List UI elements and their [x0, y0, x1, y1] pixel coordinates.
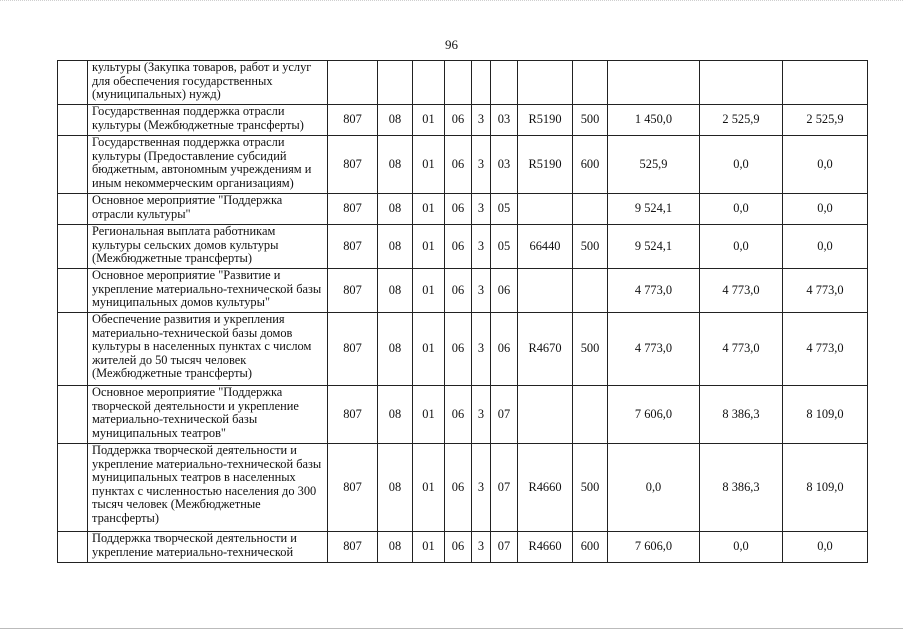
cell-direction: R5190	[518, 136, 573, 194]
cell-ministry: 807	[328, 194, 378, 225]
cell-name: Основное мероприятие "Развитие и укрепление материально-технической базы муниципальных домов культуры"	[88, 269, 328, 313]
cell-direction	[518, 194, 573, 225]
cell-direction	[518, 269, 573, 313]
cell-expense-type	[573, 269, 608, 313]
cell-direction: 66440	[518, 225, 573, 269]
cell-direction: R4660	[518, 444, 573, 532]
budget-table	[57, 60, 868, 563]
cell-ministry	[328, 61, 378, 105]
cell-sum-year2: 8 386,3	[700, 386, 783, 444]
cell-sum-year1: 525,9	[608, 136, 700, 194]
cell-index	[58, 313, 88, 386]
cell-sum-year2: 0,0	[700, 194, 783, 225]
cell-index	[58, 136, 88, 194]
cell-subprogram: 3	[472, 194, 491, 225]
cell-subsection	[413, 61, 445, 105]
cell-program: 06	[445, 136, 472, 194]
cell-name: Поддержка творческой деятельности и укрепление материально-технической базы муниципальных театров в населенных пунктах с численностью населения до 300 тысяч человек (Межбюджетные трансферты)	[88, 444, 328, 532]
cell-program: 06	[445, 313, 472, 386]
cell-expense-type	[573, 386, 608, 444]
cell-sum-year3: 0,0	[783, 532, 868, 563]
cell-ministry: 807	[328, 444, 378, 532]
cell-sum-year1: 4 773,0	[608, 313, 700, 386]
cell-activity: 07	[491, 532, 518, 563]
cell-expense-type: 500	[573, 444, 608, 532]
cell-subprogram: 3	[472, 444, 491, 532]
cell-subprogram: 3	[472, 386, 491, 444]
cell-sum-year1: 0,0	[608, 444, 700, 532]
cell-sum-year3	[783, 61, 868, 105]
cell-sum-year1: 7 606,0	[608, 532, 700, 563]
cell-subsection: 01	[413, 136, 445, 194]
cell-subprogram: 3	[472, 105, 491, 136]
cell-activity: 03	[491, 105, 518, 136]
cell-subprogram: 3	[472, 136, 491, 194]
cell-activity: 06	[491, 313, 518, 386]
cell-activity: 05	[491, 225, 518, 269]
cell-ministry: 807	[328, 105, 378, 136]
cell-subsection: 01	[413, 444, 445, 532]
cell-subprogram: 3	[472, 269, 491, 313]
cell-section: 08	[378, 386, 413, 444]
cell-subsection: 01	[413, 105, 445, 136]
cell-program: 06	[445, 105, 472, 136]
page-number: 96	[445, 37, 458, 52]
cell-name: Основное мероприятие "Поддержка творческой деятельности и укрепление материально-технической базы муниципальных театров"	[88, 386, 328, 444]
cell-section: 08	[378, 313, 413, 386]
cell-direction: R4670	[518, 313, 573, 386]
cell-ministry: 807	[328, 313, 378, 386]
cell-section: 08	[378, 225, 413, 269]
cell-subsection: 01	[413, 269, 445, 313]
cell-expense-type: 500	[573, 105, 608, 136]
cell-sum-year3: 8 109,0	[783, 386, 868, 444]
cell-section: 08	[378, 194, 413, 225]
scan-edge	[0, 0, 903, 1]
cell-ministry: 807	[328, 532, 378, 563]
cell-expense-type: 500	[573, 225, 608, 269]
cell-sum-year1: 9 524,1	[608, 225, 700, 269]
cell-sum-year2: 0,0	[700, 225, 783, 269]
cell-sum-year1: 1 450,0	[608, 105, 700, 136]
cell-section: 08	[378, 136, 413, 194]
table-row	[58, 313, 868, 386]
cell-index	[58, 444, 88, 532]
cell-subsection: 01	[413, 194, 445, 225]
cell-direction	[518, 386, 573, 444]
cell-expense-type: 600	[573, 532, 608, 563]
cell-subsection: 01	[413, 313, 445, 386]
cell-sum-year3: 2 525,9	[783, 105, 868, 136]
cell-name: культуры (Закупка товаров, работ и услуг для обеспечения государственных (муниципальных) нужд)	[88, 61, 328, 105]
cell-sum-year3: 0,0	[783, 225, 868, 269]
cell-name: Региональная выплата работникам культуры сельских домов культуры (Межбюджетные трансферты)	[88, 225, 328, 269]
cell-activity	[491, 61, 518, 105]
cell-subprogram: 3	[472, 532, 491, 563]
cell-index	[58, 61, 88, 105]
cell-sum-year1	[608, 61, 700, 105]
table-row	[58, 269, 868, 313]
cell-subprogram: 3	[472, 225, 491, 269]
cell-program: 06	[445, 269, 472, 313]
cell-activity: 07	[491, 386, 518, 444]
cell-activity: 03	[491, 136, 518, 194]
cell-section: 08	[378, 105, 413, 136]
cell-subprogram	[472, 61, 491, 105]
cell-sum-year2: 8 386,3	[700, 444, 783, 532]
cell-program: 06	[445, 194, 472, 225]
cell-program: 06	[445, 532, 472, 563]
cell-sum-year2: 0,0	[700, 532, 783, 563]
cell-sum-year3: 0,0	[783, 194, 868, 225]
cell-direction: R4660	[518, 532, 573, 563]
cell-activity: 07	[491, 444, 518, 532]
cell-activity: 05	[491, 194, 518, 225]
cell-sum-year3: 4 773,0	[783, 313, 868, 386]
cell-name: Государственная поддержка отрасли культуры (Предоставление субсидий бюджетным, автономным учреждениям и иным некоммерческим организациям)	[88, 136, 328, 194]
table-row	[58, 61, 868, 105]
table-body	[58, 61, 868, 563]
table-row	[58, 194, 868, 225]
cell-ministry: 807	[328, 225, 378, 269]
cell-direction	[518, 61, 573, 105]
bottom-rule	[0, 628, 903, 629]
table-row	[58, 386, 868, 444]
cell-section: 08	[378, 269, 413, 313]
table-row	[58, 225, 868, 269]
cell-index	[58, 269, 88, 313]
cell-index	[58, 225, 88, 269]
cell-subsection: 01	[413, 225, 445, 269]
cell-sum-year3: 4 773,0	[783, 269, 868, 313]
cell-sum-year1: 7 606,0	[608, 386, 700, 444]
cell-program: 06	[445, 386, 472, 444]
cell-index	[58, 105, 88, 136]
cell-sum-year2: 4 773,0	[700, 269, 783, 313]
cell-program	[445, 61, 472, 105]
cell-name: Поддержка творческой деятельности и укрепление материально-технической	[88, 532, 328, 563]
cell-name: Государственная поддержка отрасли культуры (Межбюджетные трансферты)	[88, 105, 328, 136]
cell-index	[58, 532, 88, 563]
cell-direction: R5190	[518, 105, 573, 136]
cell-sum-year1: 9 524,1	[608, 194, 700, 225]
cell-ministry: 807	[328, 269, 378, 313]
cell-index	[58, 386, 88, 444]
cell-subprogram: 3	[472, 313, 491, 386]
cell-sum-year2: 2 525,9	[700, 105, 783, 136]
cell-section: 08	[378, 444, 413, 532]
cell-sum-year2	[700, 61, 783, 105]
cell-ministry: 807	[328, 386, 378, 444]
table-row	[58, 444, 868, 532]
cell-expense-type: 500	[573, 313, 608, 386]
cell-ministry: 807	[328, 136, 378, 194]
table-row	[58, 532, 868, 563]
cell-subsection: 01	[413, 532, 445, 563]
table-row	[58, 105, 868, 136]
cell-name: Обеспечение развития и укрепления материально-технической базы домов культуры в населенных пунктах с числом жителей до 50 тысяч человек (Межбюджетные трансферты)	[88, 313, 328, 386]
cell-program: 06	[445, 444, 472, 532]
cell-expense-type: 600	[573, 136, 608, 194]
cell-index	[58, 194, 88, 225]
cell-sum-year1: 4 773,0	[608, 269, 700, 313]
cell-subsection: 01	[413, 386, 445, 444]
cell-expense-type	[573, 194, 608, 225]
cell-activity: 06	[491, 269, 518, 313]
cell-section	[378, 61, 413, 105]
cell-sum-year3: 8 109,0	[783, 444, 868, 532]
cell-sum-year2: 4 773,0	[700, 313, 783, 386]
cell-name: Основное мероприятие "Поддержка отрасли культуры"	[88, 194, 328, 225]
table-row	[58, 136, 868, 194]
cell-section: 08	[378, 532, 413, 563]
cell-program: 06	[445, 225, 472, 269]
cell-sum-year2: 0,0	[700, 136, 783, 194]
cell-sum-year3: 0,0	[783, 136, 868, 194]
cell-expense-type	[573, 61, 608, 105]
